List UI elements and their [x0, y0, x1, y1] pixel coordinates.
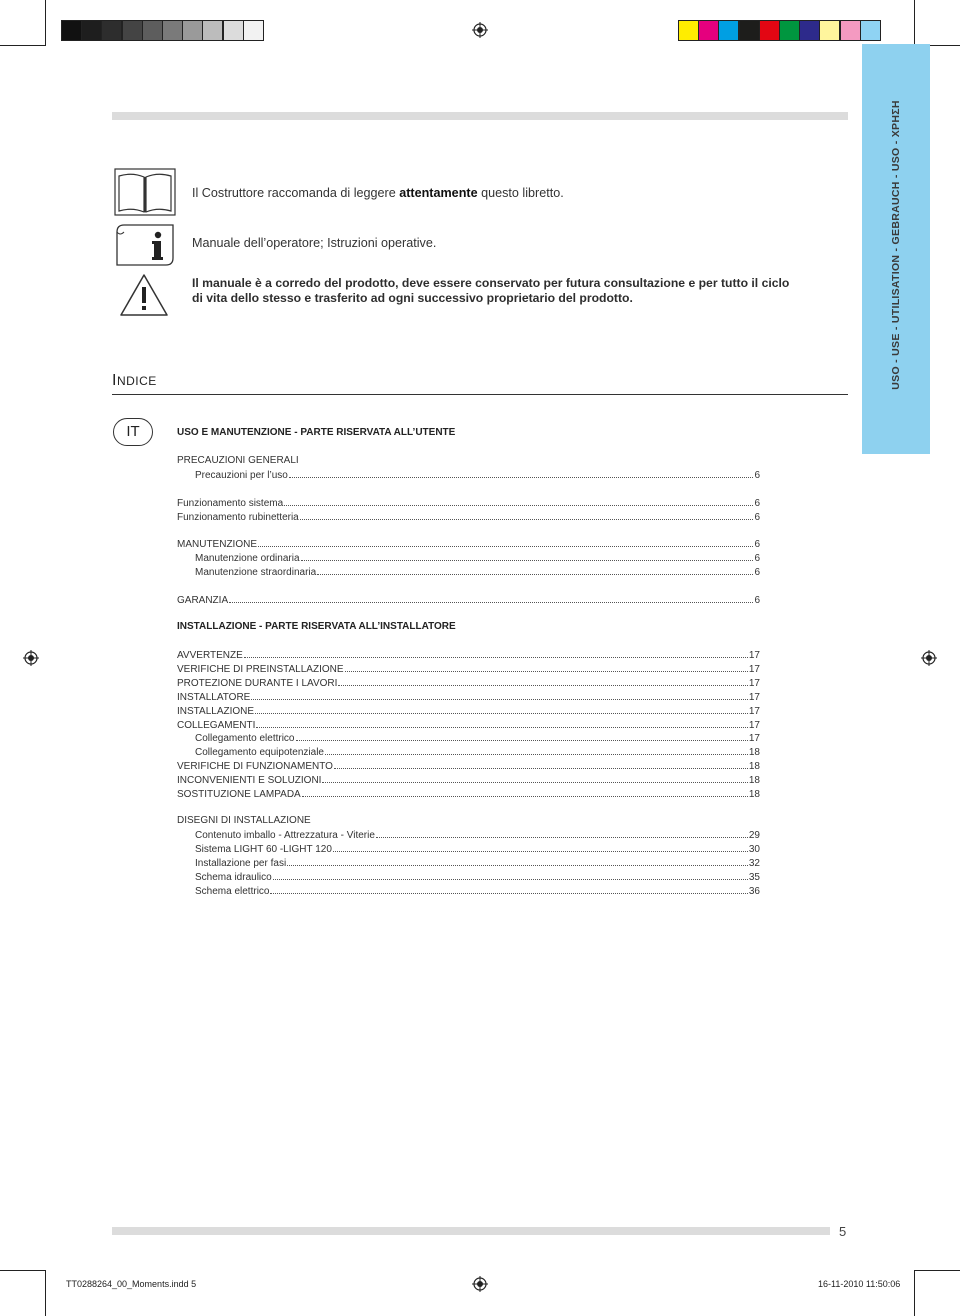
section-title-user: USO E MANUTENZIONE - PARTE RISERVATA ALL’UTENTE	[177, 427, 456, 438]
toc-entry-page: 6	[754, 539, 760, 550]
crop-mark	[0, 45, 46, 46]
toc-entry[interactable]	[195, 565, 760, 578]
toc-entry[interactable]	[195, 828, 760, 841]
toc-entry-label: Manutenzione straordinaria	[195, 567, 317, 578]
toc-leader-dots	[289, 477, 754, 478]
toc-leader-dots	[338, 685, 747, 686]
toc-entry[interactable]	[195, 745, 760, 758]
toc-entry-label: PROTEZIONE DURANTE I LAVORI	[177, 677, 338, 689]
toc-entry-page: 17	[748, 719, 760, 731]
color-swatch	[740, 21, 759, 40]
toc-leader-dots	[334, 768, 748, 769]
toc-leader-dots	[273, 879, 748, 880]
registration-mark-icon	[472, 1276, 488, 1292]
toc-entry[interactable]	[177, 662, 760, 675]
language-badge: IT	[113, 418, 153, 446]
toc-entry[interactable]	[177, 718, 760, 731]
toc-leader-dots	[296, 740, 748, 741]
toc-entry[interactable]	[177, 496, 760, 509]
toc-entry-label: Funzionamento sistema	[177, 498, 284, 509]
toc-entry[interactable]	[177, 593, 760, 606]
toc-leader-dots	[345, 671, 748, 672]
toc-leader-dots	[270, 893, 747, 894]
toc-entry-page: 6	[754, 595, 760, 606]
color-swatch	[679, 21, 698, 40]
toc-entry-label: Contenuto imballo - Attrezzatura - Viterie	[195, 830, 375, 841]
index-heading-rest: NDICE	[116, 374, 157, 388]
toc-entry[interactable]	[195, 731, 760, 744]
toc-entry[interactable]	[177, 648, 760, 661]
toc-entry-page: 6	[754, 470, 760, 481]
toc-entry[interactable]	[195, 468, 760, 481]
toc-leader-dots	[256, 727, 748, 728]
crop-mark	[45, 0, 46, 46]
gray-swatch	[244, 21, 263, 40]
color-swatch	[800, 21, 819, 40]
toc-leader-dots	[229, 602, 753, 603]
toc-entry-page: 17	[748, 677, 760, 689]
toc-entry[interactable]	[177, 676, 760, 689]
open-book-icon	[114, 168, 176, 216]
warning-text: Il manuale è a corredo del prodotto, deve essere conservato per futura consultazione e per tutto il ciclo di vita dello stesso e trasferito ad ogni successivo proprietario del prodotto.	[192, 276, 790, 305]
print-slug-file: TT0288264_00_Moments.indd 5	[66, 1279, 197, 1289]
toc-entry-page: 17	[748, 650, 760, 661]
toc-entry-page: 6	[754, 553, 760, 564]
toc-entry[interactable]	[177, 537, 760, 550]
toc-leader-dots	[317, 574, 753, 575]
toc-entry[interactable]	[177, 787, 760, 800]
toc-entry-label: VERIFICHE DI FUNZIONAMENTO	[177, 761, 333, 773]
toc-entry[interactable]	[177, 704, 760, 717]
toc-entry-label: Collegamento equipotenziale	[195, 747, 324, 759]
group-heading-drawings: DISEGNI DI INSTALLAZIONE	[177, 815, 311, 826]
intro-recommendation	[192, 186, 564, 200]
toc-leader-dots	[376, 837, 748, 838]
page-number: 5	[839, 1224, 847, 1239]
toc-entry-page: 36	[748, 885, 760, 897]
color-swatch	[780, 21, 799, 40]
toc-entry-label: VERIFICHE DI PREINSTALLAZIONE	[177, 663, 344, 675]
color-swatch	[841, 21, 860, 40]
toc-leader-dots	[301, 560, 754, 561]
toc-leader-dots	[300, 519, 754, 520]
gray-swatch	[102, 21, 121, 40]
toc-entry-label: Schema elettrico	[195, 885, 270, 897]
section-title-installer: INSTALLAZIONE - PARTE RISERVATA ALL’INSTALLATORE	[177, 621, 456, 632]
index-heading	[112, 372, 157, 390]
toc-entry[interactable]	[195, 842, 760, 855]
crop-mark	[914, 1270, 915, 1316]
index-heading-initial: I	[112, 372, 117, 389]
toc-leader-dots	[284, 505, 753, 506]
toc-leader-dots	[322, 782, 747, 783]
toc-entry[interactable]	[177, 773, 760, 786]
toc-leader-dots	[333, 851, 748, 852]
toc-entry-page: 35	[748, 871, 760, 883]
color-swatch	[861, 21, 880, 40]
toc-entry[interactable]	[177, 690, 760, 703]
toc-entry-page: 17	[748, 733, 760, 745]
toc-entry-label: Installazione per fasi	[195, 857, 287, 869]
toc-entry-page: 18	[748, 775, 760, 787]
gray-swatch	[183, 21, 202, 40]
crop-mark	[0, 1270, 46, 1271]
toc-entry-label: Sistema LIGHT 60 -LIGHT 120	[195, 843, 332, 855]
toc-entry-label: Precauzioni per l’uso	[195, 470, 288, 481]
toc-entry-page: 29	[748, 830, 760, 841]
color-swatch	[760, 21, 779, 40]
crop-mark	[914, 1270, 960, 1271]
manual-info-icon	[114, 222, 176, 268]
toc-entry-label: SOSTITUZIONE LAMPADA	[177, 789, 301, 800]
toc-leader-dots	[251, 699, 748, 700]
toc-entry-page: 17	[748, 705, 760, 717]
side-tab-label: USO - USE - UTILISATION - GEBRAUCH - USO - ΧΡΗΣΗ	[890, 100, 902, 390]
toc-entry-label: INSTALLAZIONE	[177, 705, 255, 717]
gray-swatch	[224, 21, 243, 40]
toc-entry-page: 17	[748, 691, 760, 703]
registration-mark-icon	[23, 650, 39, 666]
toc-entry-label: MANUTENZIONE	[177, 539, 257, 550]
toc-entry-page: 18	[748, 761, 760, 773]
toc-leader-dots	[287, 865, 748, 866]
toc-entry-page: 17	[748, 663, 760, 675]
toc-leader-dots	[258, 546, 753, 547]
toc-entry-label: COLLEGAMENTI	[177, 719, 256, 731]
warning-triangle-icon	[118, 272, 170, 318]
toc-entry[interactable]	[195, 884, 760, 897]
toc-entry-label: INCONVENIENTI E SOLUZIONI	[177, 775, 322, 787]
toc-entry-label: AVVERTENZE	[177, 650, 243, 661]
crop-mark	[45, 1270, 46, 1316]
heading-rule	[112, 394, 848, 395]
toc-entry-label: Collegamento elettrico	[195, 733, 295, 745]
print-slug-date: 16-11-2010 11:50:06	[818, 1279, 901, 1289]
gray-swatch	[82, 21, 101, 40]
toc-entry-label: Funzionamento rubinetteria	[177, 512, 299, 523]
toc-entry-label: GARANZIA	[177, 595, 229, 606]
gray-swatch	[62, 21, 81, 40]
group-heading-precautions: PRECAUZIONI GENERALI	[177, 455, 299, 466]
toc-entry-page: 32	[748, 857, 760, 869]
toc-entry-page: 6	[754, 567, 760, 578]
toc-leader-dots	[302, 796, 748, 797]
toc-entry-page: 18	[748, 789, 760, 800]
intro-emphasis: attentamente	[399, 186, 478, 200]
toc-entry-page: 30	[748, 843, 760, 855]
toc-entry-page: 18	[748, 747, 760, 759]
toc-leader-dots	[325, 754, 748, 755]
header-band	[112, 112, 848, 120]
registration-mark-icon	[921, 650, 937, 666]
toc-entry[interactable]	[195, 856, 760, 869]
color-swatch	[699, 21, 718, 40]
intro-manual-type: Manuale dell’operatore; Istruzioni operative.	[192, 236, 437, 250]
toc-leader-dots	[255, 713, 748, 714]
footer-band	[112, 1227, 830, 1235]
gray-swatch	[143, 21, 162, 40]
toc-entry[interactable]	[177, 759, 760, 772]
crop-mark	[914, 0, 915, 46]
toc-entry[interactable]	[195, 870, 760, 883]
intro-text: Il Costruttore raccomanda di leggere	[192, 186, 400, 200]
gray-swatch	[203, 21, 222, 40]
toc-leader-dots	[244, 657, 748, 658]
registration-mark-icon	[472, 22, 488, 38]
gray-swatch	[163, 21, 182, 40]
gray-swatch	[123, 21, 142, 40]
toc-entry-page: 6	[754, 512, 760, 523]
color-swatch	[719, 21, 738, 40]
toc-entry-page: 6	[754, 498, 760, 509]
toc-entry-label: Schema idraulico	[195, 871, 272, 883]
toc-entry-label: INSTALLATORE	[177, 691, 251, 703]
toc-entry-label: Manutenzione ordinaria	[195, 553, 300, 564]
toc-entry[interactable]	[177, 510, 760, 523]
toc-entry[interactable]	[195, 551, 760, 564]
color-swatch	[820, 21, 839, 40]
intro-text: questo libretto.	[477, 186, 564, 200]
